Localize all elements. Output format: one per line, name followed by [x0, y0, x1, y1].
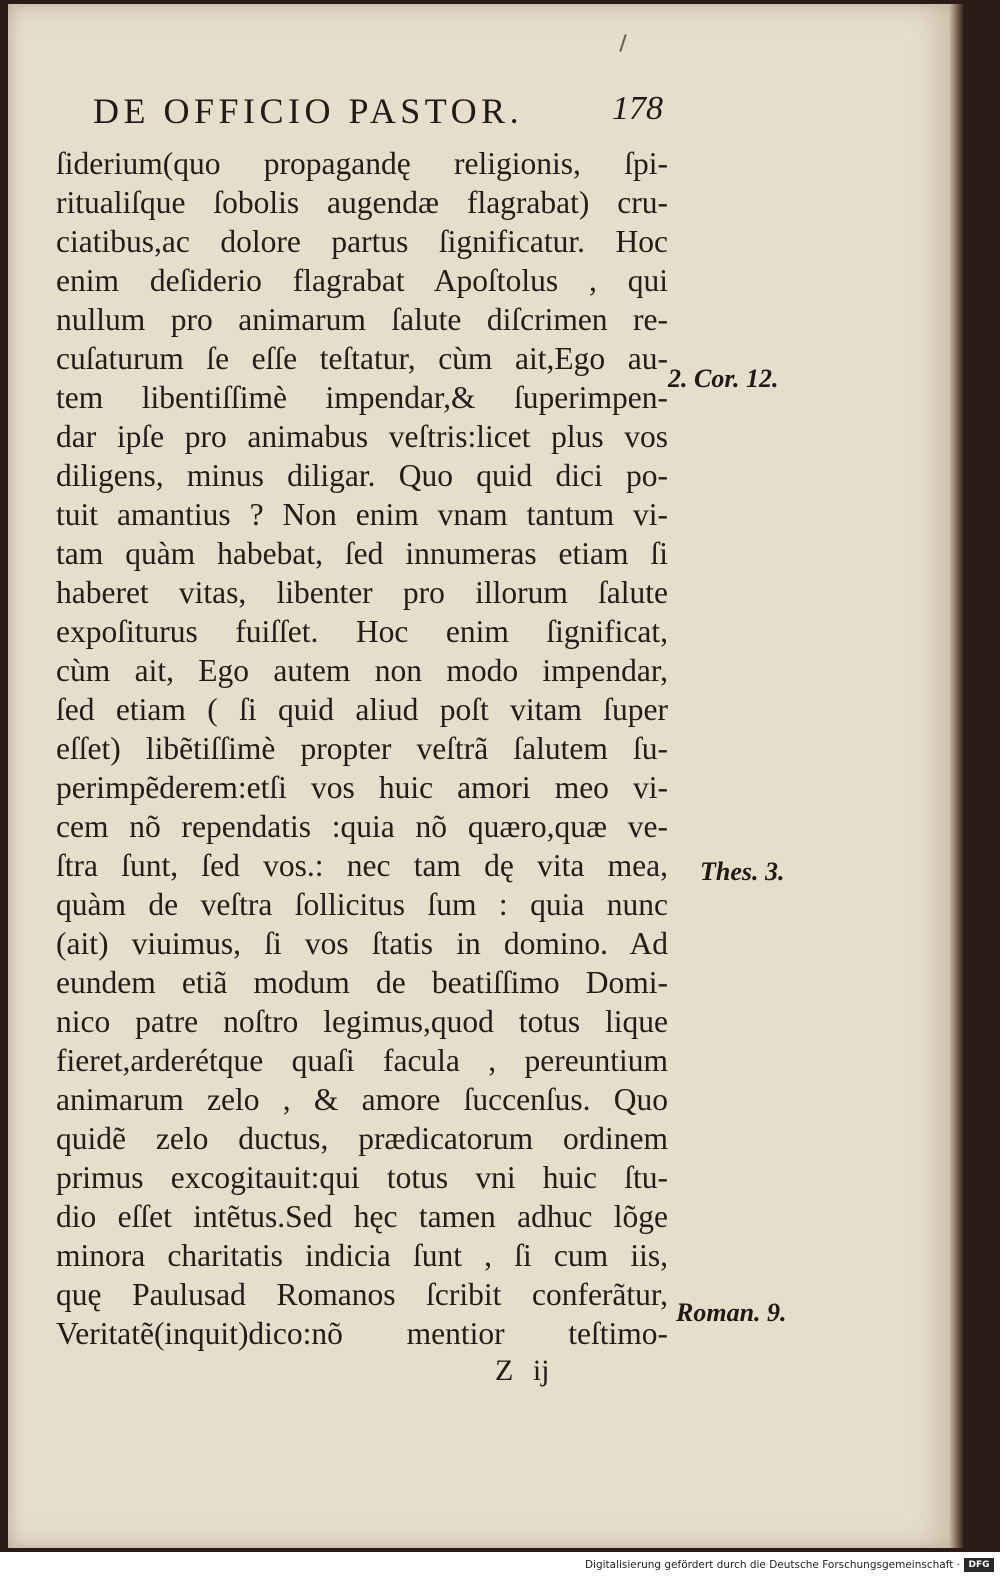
text-line: tuit amantius ? Non enim vnam tantum vi- [56, 497, 668, 532]
text-line: dar ipſe pro animabus veſtris:licet plus vos [56, 419, 668, 454]
text-line: perimpẽderem:etſi vos huic amori meo vi- [56, 770, 668, 805]
text-line: quidẽ zelo ductus, prædicatorum ordinem [56, 1121, 668, 1156]
page-edge [950, 4, 964, 1548]
text-line: eundem etiã modum de beatiſſimo Domi- [56, 965, 668, 1000]
text-line: quàm de veſtra ſollicitus ſum : quia nunc [56, 887, 668, 922]
page-number: 178 [612, 90, 663, 127]
text-line: fieret,arderétque quaſi facula , pereuntium [56, 1043, 668, 1078]
text-line: haberet vitas, libenter pro illorum ſalute [56, 575, 668, 610]
text-line: minora charitatis indicia ſunt , ſi cum iis, [56, 1238, 668, 1273]
text-line: eſſet) libẽtiſſimè propter veſtrã ſalutem ſu- [56, 731, 668, 766]
margin-note-cor: 2. Cor. 12. [668, 364, 779, 393]
text-line: diligens, minus diligar. Quo quid dici po- [56, 458, 668, 493]
margin-note-thes: Thes. 3. [700, 857, 785, 886]
text-line: enim deſiderio flagrabat Apoſtolus , qui [56, 263, 668, 298]
text-line: cuſaturum ſe eſſe teſtatur, cùm ait,Ego au- [56, 341, 668, 376]
text-line: ſiderium(quo propagandę religionis, ſpi- [56, 146, 668, 181]
text-line: ſtra ſunt, ſed vos.: nec tam dę vita mea, [56, 848, 668, 883]
pencil-mark [619, 34, 626, 52]
text-line: ritualiſque ſobolis augendæ flagrabat) cru- [56, 185, 668, 220]
text-line: nullum pro animarum ſalute diſcrimen re- [56, 302, 668, 337]
margin-note-roman: Roman. 9. [676, 1298, 787, 1327]
signature-mark: Z ij [495, 1354, 550, 1387]
text-line: quę Paulusad Romanos ſcribit conferãtur, [56, 1277, 668, 1312]
text-line: primus excogitauit:qui totus vni huic ſtu- [56, 1160, 668, 1195]
text-line: tam quàm habebat, ſed innumeras etiam ſi [56, 536, 668, 571]
text-line: dio eſſet intẽtus.Sed hęc tamen adhuc lõge [56, 1199, 668, 1234]
running-title: DE OFFICIO PASTOR. [93, 91, 524, 131]
text-line: nico patre noſtro legimus,quod totus lique [56, 1004, 668, 1039]
text-line: Veritatẽ(inquit)dico:nõ mentior teſtimo- [56, 1316, 668, 1351]
text-line: (ait) viuimus, ſi vos ſtatis in domino. Ad [56, 926, 668, 961]
running-header [93, 88, 663, 138]
dfg-logo: DFG [964, 1558, 994, 1572]
body-text [56, 144, 668, 1353]
funding-credit: Digitalisierung gefördert durch die Deutsche Forschungsgemeinschaft · [584, 1559, 960, 1571]
text-line: tem libentiſſimè impendar,& ſuperimpen- [56, 380, 668, 415]
footer-bar [0, 1552, 1000, 1580]
text-line: animarum zelo , & amore ſuccenſus. Quo [56, 1082, 668, 1117]
text-line: cem nõ rependatis :quia nõ quæro,quæ ve- [56, 809, 668, 844]
text-line: expoſiturus fuiſſet. Hoc enim ſignificat, [56, 614, 668, 649]
text-line: cùm ait, Ego autem non modo impendar, [56, 653, 668, 688]
text-line: ciatibus,ac dolore partus ſignificatur. Hoc [56, 224, 668, 259]
text-line: ſed etiam ( ſi quid aliud poſt vitam ſuper [56, 692, 668, 727]
